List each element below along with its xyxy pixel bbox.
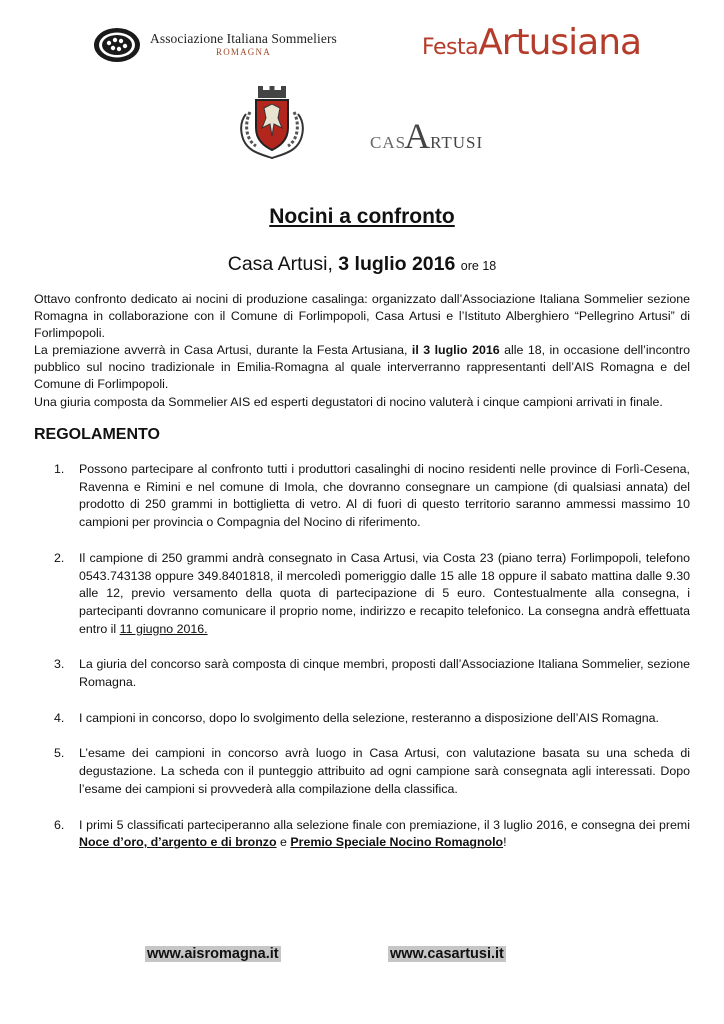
intro-paragraph-1: Ottavo confronto dedicato ai nocini di produzione casalinga: organizzato dall’Associazione Italiana Sommelier sezione Romagna in collaborazione con il Comune di Forlimpopoli, Casa Artusi e l’Istituto Alberghiero “Pellegrino Artusi” di Forlimpopoli. (34, 292, 690, 341)
event-venue: Casa Artusi, (227, 253, 339, 275)
rule-text: L’esame dei campioni in concorso avrà luogo in Casa Artusi, con valutazione basata su una scheda di degustazione. La scheda con il punteggio attribuito ad ogni campione sarà consegnata agli interessati. Dopo l’esame dei campioni si provvederà alla compilazione della classifica. (79, 746, 690, 796)
forlimpopoli-crest-icon (236, 84, 308, 160)
rule-text: La giuria del concorso sarà composta di cinque membri, proposti dall’Associazione Italiana Sommelier, sezione Romagna. (79, 657, 690, 690)
aisromagna-link[interactable]: www.aisromagna.it (147, 946, 279, 962)
event-date: 3 luglio 2016 (338, 253, 456, 275)
rule-item: 1. Possono partecipare al confronto tutti i produttori casalinghi di nocino residenti nelle province di Forlì-Cesena, Ravenna e Rimini e nel comune di Imola, che dovranno consegnare un campione (di qualsiasi annata) del prodotto di 250 grammi in bottiglietta di vetro. Al di fuori di questo territorio saranno ammessi massimo 10 campioni per provincia o Compagnia del Nocino di riferimento. (54, 462, 690, 530)
festa-logo-part1: Festa (422, 35, 479, 60)
regolamento-heading: REGOLAMENTO (34, 426, 160, 443)
page-title: Nocini a confronto (269, 205, 455, 228)
festa-logo-part2: Artusiana (478, 22, 642, 63)
intro-paragraph-2: La premiazione avverrà in Casa Artusi, durante la Festa Artusiana, il 3 luglio 2016 alle 18, in occasione dell’incontro pubblico sul nocino tradizionale in Emilia-Romagna al quale interverranno rappresentanti dell’AIS Romagna e del Comune di Forlimpopoli. (34, 343, 691, 392)
festa-artusiana-logo (422, 22, 641, 63)
casa-logo-part1: CAS (370, 133, 407, 152)
prize-special: Premio Speciale Nocino Romagnolo (290, 835, 504, 850)
casa-logo-part3: RTUSI (430, 133, 484, 152)
intro-paragraph-3: Una giuria composta da Sommelier AIS ed esperti degustatori di nocino valuterà i cinque campioni arrivati in finale. (34, 394, 663, 409)
rule-item: 4. I campioni in concorso, dopo lo svolgimento della selezione, resteranno a disposizione dell’AIS Romagna. (54, 710, 659, 725)
casa-artusi-logo (370, 115, 483, 157)
casa-logo-part2: A (404, 116, 431, 156)
rule-item: 3. La giuria del concorso sarà composta di cinque membri, proposti dall’Associazione Italiana Sommelier, sezione Romagna. (54, 657, 690, 690)
rule-text: Il campione di 250 grammi andrà consegnato in Casa Artusi, via Costa 23 (piano terra) Forlimpopoli, telefono 0543.743138 oppure 349.8401818, il mercoledì pomeriggio dalle 15 alle 18 oppure il sabato mattina dalle 9.30 alle 12, previo versamento della quota di partecipazione di 5 euro. Contestualmente alla consegna, i partecipanti dovranno comunicare il proprio nome, indirizzo e recapito telefonico. La consegna andrà effettuata entro il (79, 550, 690, 636)
ais-region: ROMAGNA (216, 47, 271, 58)
rule-text: I campioni in concorso, dopo lo svolgimento della selezione, resteranno a disposizione dell’AIS Romagna. (79, 710, 659, 725)
ais-name: Associazione Italiana Sommeliers (150, 30, 337, 46)
event-subtitle (0, 253, 724, 276)
rule-item: 6. I primi 5 classificati parteciperanno alla selezione finale con premiazione, il 3 luglio 2016, e consegna dei premi Noce d’oro, d’argento e di bronzo e Premio Speciale Nocino Romagnolo! (54, 817, 690, 850)
ais-emblem-icon (92, 26, 142, 64)
rule-text: Possono partecipare al confronto tutti i produttori casalinghi di nocino residenti nelle province di Forlì-Cesena, Ravenna e Rimini e nel comune di Imola, che dovranno consegnare un campione (di qualsiasi annata) del prodotto di 250 grammi in bottiglietta di vetro. Al di fuori di questo territorio saranno ammessi massimo 10 campioni per provincia o Compagnia del Nocino di riferimento. (79, 462, 690, 530)
rules-list (34, 461, 690, 852)
rule-item: 2. Il campione di 250 grammi andrà consegnato in Casa Artusi, via Costa 23 (piano terra) Forlimpopoli, telefono 0543.743138 oppure 349.8401818, il mercoledì pomeriggio dalle 15 alle 18 oppure il sabato mattina dalle 9.30 alle 12, previo versamento della quota di partecipazione di 5 euro. Contestualmente alla consegna, i partecipanti dovranno comunicare il proprio nome, indirizzo e recapito telefonico. La consegna andrà effettuata entro il 11 giugno 2016. (54, 550, 690, 636)
prize-gold-silver-bronze: Noce d’oro, d’argento e di bronzo (79, 835, 277, 850)
rule-text: I primi 5 classificati parteciperanno alla selezione finale con premiazione, il 3 luglio 2016, e consegna dei premi (79, 817, 690, 832)
intro-text (34, 291, 690, 411)
deadline-date: 11 giugno 2016. (119, 621, 208, 636)
ais-logo (92, 26, 337, 64)
event-time: ore 18 (460, 259, 497, 273)
casartusi-link[interactable]: www.casartusi.it (390, 946, 504, 962)
intro-date-bold: il 3 luglio 2016 (411, 343, 500, 358)
rule-item: 5. L’esame dei campioni in concorso avrà luogo in Casa Artusi, con valutazione basata su una scheda di degustazione. La scheda con il punteggio attribuito ad ogni campione sarà consegnata agli interessati. Dopo l’esame dei campioni si provvederà alla compilazione della classifica. (54, 746, 690, 796)
